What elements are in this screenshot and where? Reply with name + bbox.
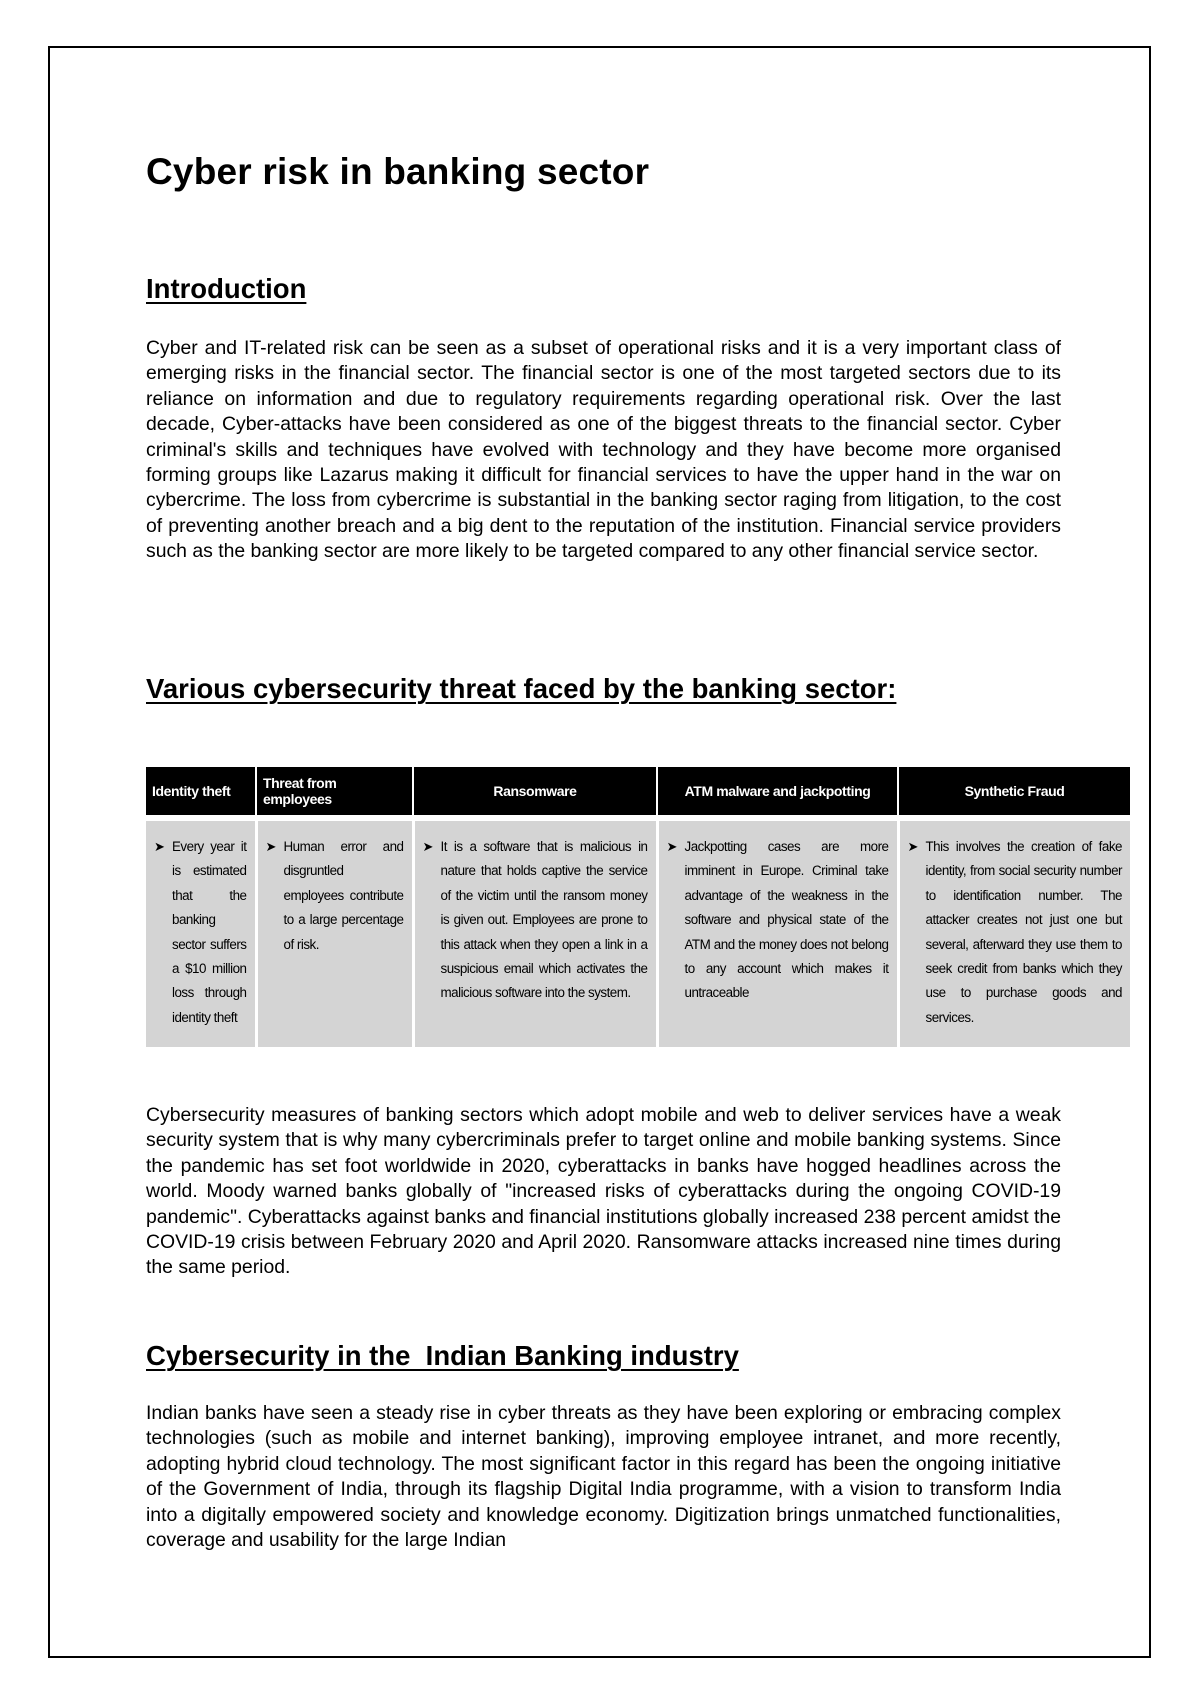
threats-table-row [146,818,1130,1047]
cell-text-atm-malware: Jackpotting cases are more imminent in Europe. Criminal take advantage of the weakness in the software and physical state of the ATM and the money does not belong to any account which makes it untraceable [684,839,889,1001]
arrowhead-bullet-icon: ➤ [154,839,165,854]
threats-table [146,767,1130,1047]
table-cell-threat-from-employees [256,818,413,1047]
indian-banking-heading: Cybersecurity in the Indian Banking industry [146,1340,739,1371]
column-header-threat-from-employees: Threat from employees [256,767,413,818]
cell-text-ransomware: It is a software that is malicious in nature that holds captive the service of the victim until the ransom money is given out. Employees are prone to this attack when they open a link in a suspicious email which activates the malicious software into the system. [440,839,648,1001]
threats-heading: Various cybersecurity threat faced by the banking sector: [146,673,897,704]
column-header-atm-malware: ATM malware and jackpotting [657,767,898,818]
introduction-heading: Introduction [146,273,307,304]
arrowhead-bullet-icon: ➤ [907,839,918,854]
table-cell-atm-malware [657,818,898,1047]
arrowhead-bullet-icon: ➤ [265,839,276,854]
measures-paragraph: Cybersecurity measures of banking sectors which adopt mobile and web to deliver services have a weak security system that is why many cybercriminals prefer to target online and mobile banking systems. Since the pandemic has set foot worldwide in 2020, cyberattacks in banks have hogged headlines across the world. Moody warned banks globally of "increased risks of cyberattacks during the ongoing COVID-19 pandemic". Cyberattacks against banks and financial institutions globally increased 238 percent amidst the COVID-19 crisis between February 2020 and April 2020. Ransomware attacks increased nine times during the same period. [146,1104,1061,1279]
column-header-synthetic-fraud: Synthetic Fraud [898,767,1130,818]
threats-table-header-row [146,767,1130,818]
arrowhead-bullet-icon: ➤ [422,839,433,854]
cell-text-identity-theft: Every year it is estimated that the banking sector suffers a $10 million loss through identity theft [172,839,247,1025]
arrowhead-bullet-icon: ➤ [666,839,677,854]
table-cell-identity-theft [146,818,256,1047]
introduction-paragraph: Cyber and IT-related risk can be seen as a subset of operational risks and it is a very important class of emerging risks in the financial sector. The financial sector is one of the most targeted sectors due to its reliance on information and due to regulatory requirements regarding operational risk. Over the last decade, Cyber-attacks have been considered as one of the biggest threats to the financial sector. Cyber criminal's skills and techniques have evolved with technology and they have become more organised forming groups like Lazarus making it difficult for financial services to have the upper hand in the war on cybercrime. The loss from cybercrime is substantial in the banking sector raging from litigation, to the cost of preventing another breach and a big dent to the reputation of the institution. Financial service providers such as the banking sector are more likely to be targeted compared to any other financial service sector. [146,337,1061,563]
page-title: Cyber risk in banking sector [146,151,650,192]
table-cell-synthetic-fraud [898,818,1130,1047]
indian-banking-paragraph: Indian banks have seen a steady rise in cyber threats as they have been exploring or embracing complex technologies (such as mobile and internet banking), improving employee intranet, and more recently, adopting hybrid cloud technology. The most significant factor in this regard has been the ongoing initiative of the Government of India, through its flagship Digital India programme, with a vision to transform India into a digitally empowered society and knowledge economy. Digitization brings unmatched functionalities, coverage and usability for the large Indian [146,1402,1061,1552]
table-cell-ransomware [413,818,657,1047]
cell-text-synthetic-fraud: This involves the creation of fake identity, from social security number to identification number. The attacker creates not just one but several, afterward they use them to seek credit from banks which they use to purchase goods and services. [925,839,1122,1025]
column-header-identity-theft: Identity theft [146,767,256,818]
cell-text-threat-from-employees: Human error and disgruntled employees contribute to a large percentage of risk. [283,839,404,952]
column-header-ransomware: Ransomware [413,767,657,818]
